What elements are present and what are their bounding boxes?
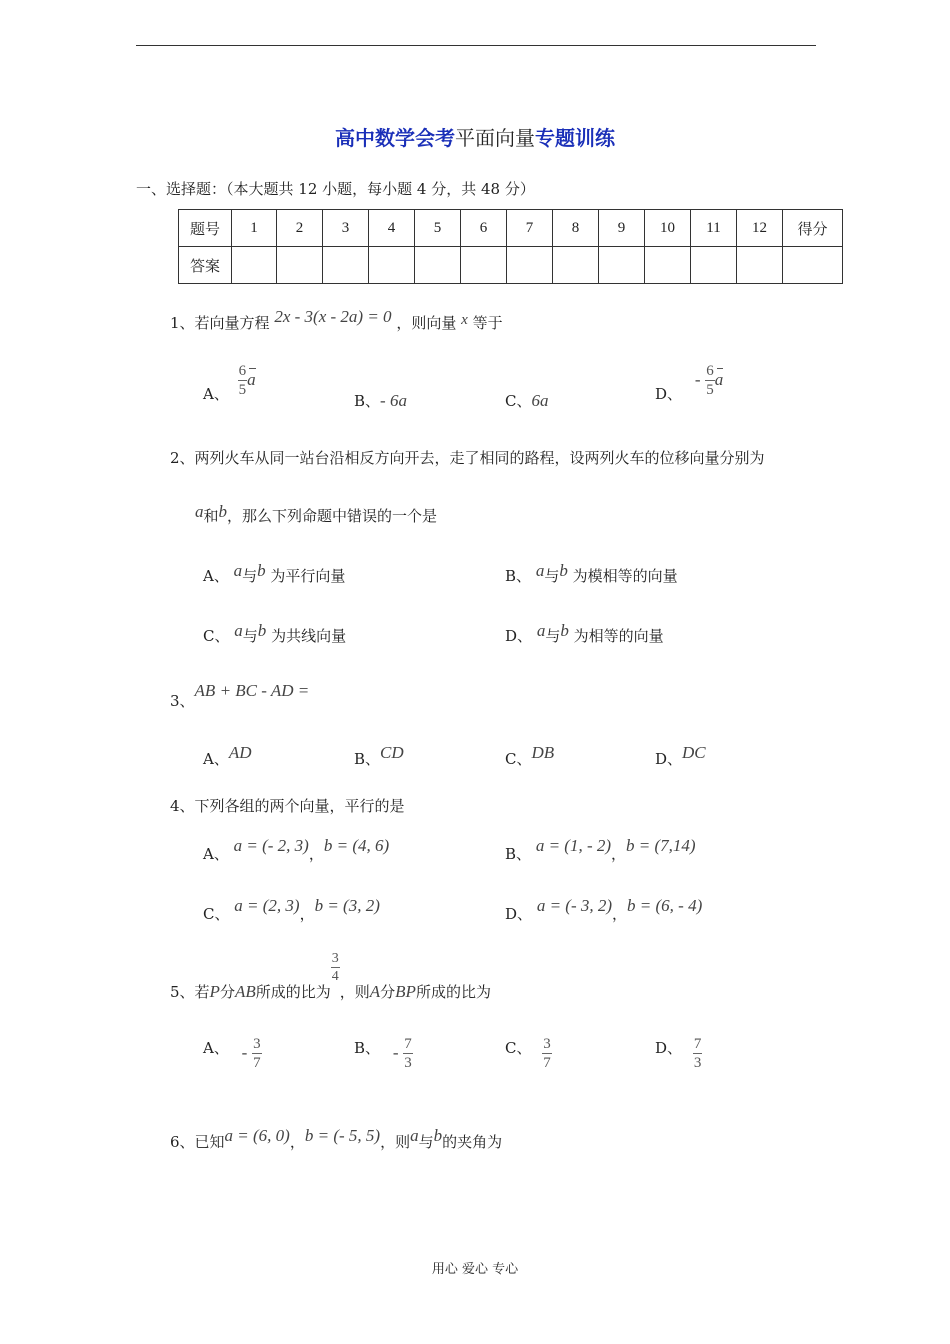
table-cell: 答案	[179, 247, 232, 284]
q5-prefix: 5、若	[170, 982, 210, 1001]
vector-b: b	[257, 621, 267, 640]
q4-option-b[interactable]	[505, 835, 696, 863]
question-6	[170, 1125, 503, 1151]
q4-option-a[interactable]	[203, 835, 390, 863]
numerator: 7	[404, 1036, 412, 1052]
option-label: B、	[354, 392, 381, 410]
fraction	[331, 950, 340, 985]
vector-b: b	[559, 561, 568, 580]
table-row	[179, 247, 843, 284]
vector-b-value: b = (3, 2)	[314, 896, 380, 915]
minus-sign: -	[694, 369, 701, 389]
q4-option-c[interactable]	[203, 895, 380, 923]
q2-option-b[interactable]	[505, 561, 678, 586]
option-text: 为平行向量	[270, 567, 346, 585]
option-label: A、	[203, 750, 229, 768]
vector-a: a	[714, 369, 724, 389]
option-value: DC	[682, 743, 706, 762]
point-a: A	[369, 981, 381, 1001]
comma: ，	[611, 845, 627, 863]
denominator: 3	[693, 1055, 702, 1071]
q5-text: 分	[380, 982, 396, 1001]
q3-option-c[interactable]	[505, 742, 555, 768]
q1-option-a[interactable]	[203, 362, 256, 403]
question-1	[170, 307, 503, 333]
q1-suffix: ，则向量	[396, 314, 457, 332]
with-text: 与	[242, 567, 258, 585]
option-value: CD	[380, 743, 404, 762]
fraction	[403, 1035, 413, 1072]
q1-option-d[interactable]	[655, 362, 724, 403]
option-label: C、	[505, 392, 532, 410]
page-footer: 用心 爱心 专心	[431, 1262, 519, 1277]
denominator: 5	[706, 382, 714, 398]
option-label: C、	[505, 750, 532, 768]
numerator: 6	[706, 363, 714, 379]
comma: ，	[299, 905, 315, 923]
table-cell: 4	[369, 210, 415, 247]
q4-option-d[interactable]	[505, 895, 703, 923]
q2-suffix: ，那么下列命题中错误的一个是	[227, 507, 438, 525]
q3-option-b[interactable]	[354, 742, 404, 768]
vector-b-value: b = (- 5, 5)	[304, 1126, 381, 1145]
option-label: D、	[655, 384, 683, 403]
q3-expression: AB + BC - AD =	[194, 681, 310, 700]
answer-cell[interactable]	[553, 247, 599, 284]
table-cell: 9	[599, 210, 645, 247]
comma: ，	[289, 1133, 305, 1151]
minus-sign: -	[241, 1042, 248, 1062]
answer-cell[interactable]	[277, 247, 323, 284]
table-cell: 2	[277, 210, 323, 247]
page-title: 高中数学会考平面向量专题训练	[335, 126, 615, 150]
q5-text: 所成的比为	[415, 982, 491, 1001]
table-cell: 6	[461, 210, 507, 247]
with-text: 与	[418, 1133, 434, 1151]
fraction	[705, 362, 715, 399]
q5-option-d[interactable]	[655, 1035, 702, 1072]
table-cell: 3	[323, 210, 369, 247]
q2-option-a[interactable]	[203, 561, 346, 586]
answer-cell[interactable]	[691, 247, 737, 284]
vector-b: b	[560, 621, 569, 640]
q1-prefix: 1、若向量方程	[170, 314, 270, 332]
q5-option-a[interactable]	[203, 1035, 262, 1072]
q6-text: 的夹角为	[442, 1133, 503, 1151]
answer-table	[178, 209, 843, 284]
numerator: 3	[543, 1036, 551, 1052]
vector-a-value: a = (- 3, 2)	[536, 896, 613, 915]
question-5	[170, 950, 491, 1001]
option-text: 为相等的向量	[573, 627, 664, 645]
option-label: D、	[655, 750, 683, 768]
q2-option-c[interactable]	[203, 621, 347, 646]
option-label: B、	[505, 567, 532, 585]
option-label: C、	[203, 627, 230, 645]
with-text: 与	[242, 627, 258, 645]
q5-text: 分	[219, 982, 235, 1001]
q1-option-c[interactable]	[505, 390, 548, 411]
answer-cell[interactable]	[737, 247, 783, 284]
option-label: C、	[203, 905, 230, 923]
option-label: B、	[354, 1038, 381, 1057]
answer-cell[interactable]	[323, 247, 369, 284]
fraction	[252, 1035, 262, 1072]
point-p: P	[209, 981, 220, 1001]
option-label: A、	[203, 567, 229, 585]
vector-a: a	[410, 1126, 419, 1145]
option-label: D、	[505, 627, 533, 645]
table-cell: 5	[415, 210, 461, 247]
numerator: 3	[331, 951, 339, 966]
q6-prefix: 6、已知	[170, 1133, 225, 1151]
q5-option-c[interactable]	[505, 1035, 552, 1072]
q6-text: ，则	[380, 1133, 411, 1151]
answer-cell[interactable]	[507, 247, 553, 284]
comma: ，	[612, 905, 628, 923]
option-label: B、	[505, 845, 532, 863]
table-cell: 10	[645, 210, 691, 247]
minus-sign: -	[392, 1042, 399, 1062]
answer-cell[interactable]	[232, 247, 277, 284]
option-label: D、	[655, 1038, 683, 1057]
with-text: 与	[545, 627, 561, 645]
table-cell: 11	[691, 210, 737, 247]
option-label: A、	[203, 845, 229, 863]
numerator: 6	[238, 363, 247, 379]
denominator: 3	[404, 1055, 412, 1071]
vector-a: a	[536, 621, 546, 640]
q5-text: 所成的比为	[255, 982, 331, 1001]
option-label: A、	[203, 1038, 229, 1057]
answer-cell[interactable]	[599, 247, 645, 284]
q1-suffix2: 等于	[472, 314, 503, 332]
segment-ab: AB	[234, 981, 256, 1001]
numerator: 7	[693, 1036, 702, 1052]
answer-cell[interactable]	[415, 247, 461, 284]
denominator: 4	[331, 969, 339, 984]
vector-a-value: a = (1, - 2)	[535, 836, 612, 855]
vector-a: a	[535, 561, 545, 580]
answer-cell[interactable]	[461, 247, 507, 284]
q5-option-b[interactable]	[354, 1035, 413, 1072]
answer-cell[interactable]	[369, 247, 415, 284]
q2-line2	[195, 502, 438, 526]
score-cell[interactable]	[783, 247, 843, 284]
vector-a: a	[195, 502, 204, 521]
option-text: 为模相等的向量	[572, 567, 678, 585]
vector-a-value: a = (- 2, 3)	[233, 836, 309, 855]
option-label: B、	[354, 750, 381, 768]
question-3	[170, 680, 310, 710]
q3-option-a[interactable]	[203, 742, 252, 768]
table-row	[179, 210, 843, 247]
q3-label: 3、	[170, 692, 195, 710]
section-heading: 一、选择题：（本大题共 12 小题，每小题 4 分，共 48 分）	[136, 180, 535, 198]
fraction	[542, 1035, 552, 1072]
q2-option-d[interactable]	[505, 621, 664, 646]
vector-b-value: b = (6, - 4)	[627, 896, 703, 915]
numerator: 3	[253, 1036, 261, 1052]
option-value: 6a	[531, 391, 549, 410]
answer-cell[interactable]	[645, 247, 691, 284]
option-label: C、	[505, 1038, 532, 1057]
vector-a-value: a = (2, 3)	[234, 896, 300, 915]
option-label: A、	[203, 384, 229, 403]
vector-b: b	[257, 561, 266, 580]
q2-line1: 2、两列火车从同一站台沿相反方向开去，走了相同的路程，设两列火车的位移向量分别为	[170, 449, 765, 467]
denominator: 5	[238, 382, 247, 398]
vector-b: b	[433, 1126, 443, 1145]
vector-b-value: b = (7,14)	[626, 836, 696, 855]
q3-option-d[interactable]	[655, 742, 706, 768]
option-value: DB	[531, 743, 555, 762]
segment-bp: BP	[395, 981, 416, 1001]
fraction	[693, 1035, 703, 1072]
option-label: D、	[505, 905, 533, 923]
denominator: 7	[253, 1055, 261, 1071]
vector-b-value: b = (4, 6)	[323, 836, 390, 855]
option-value: AD	[228, 743, 252, 762]
q1-option-b[interactable]	[354, 390, 407, 411]
comma: ，	[308, 845, 324, 863]
vector-b: b	[218, 502, 228, 521]
vector-a: a	[233, 561, 243, 580]
q1-equation: 2x - 3(x - 2a) = 0	[274, 307, 392, 326]
table-cell: 题号	[179, 210, 232, 247]
denominator: 7	[543, 1055, 551, 1071]
with-text: 与	[544, 567, 560, 585]
fraction	[238, 362, 248, 399]
vector-a: a	[247, 369, 256, 389]
q5-text: ，则	[339, 982, 370, 1001]
table-cell: 7	[507, 210, 553, 247]
option-text: 为共线向量	[271, 627, 347, 645]
q2-and: 和	[203, 507, 219, 525]
header-rule	[136, 45, 816, 46]
question-4: 4、下列各组的两个向量，平行的是	[170, 797, 405, 815]
table-cell: 1	[232, 210, 277, 247]
option-value: - 6a	[380, 391, 407, 410]
q1-var: x	[461, 312, 468, 328]
table-cell: 8	[553, 210, 599, 247]
vector-a-value: a = (6, 0)	[224, 1126, 290, 1145]
table-cell: 得分	[783, 210, 843, 247]
vector-a: a	[234, 621, 243, 640]
table-cell: 12	[737, 210, 783, 247]
